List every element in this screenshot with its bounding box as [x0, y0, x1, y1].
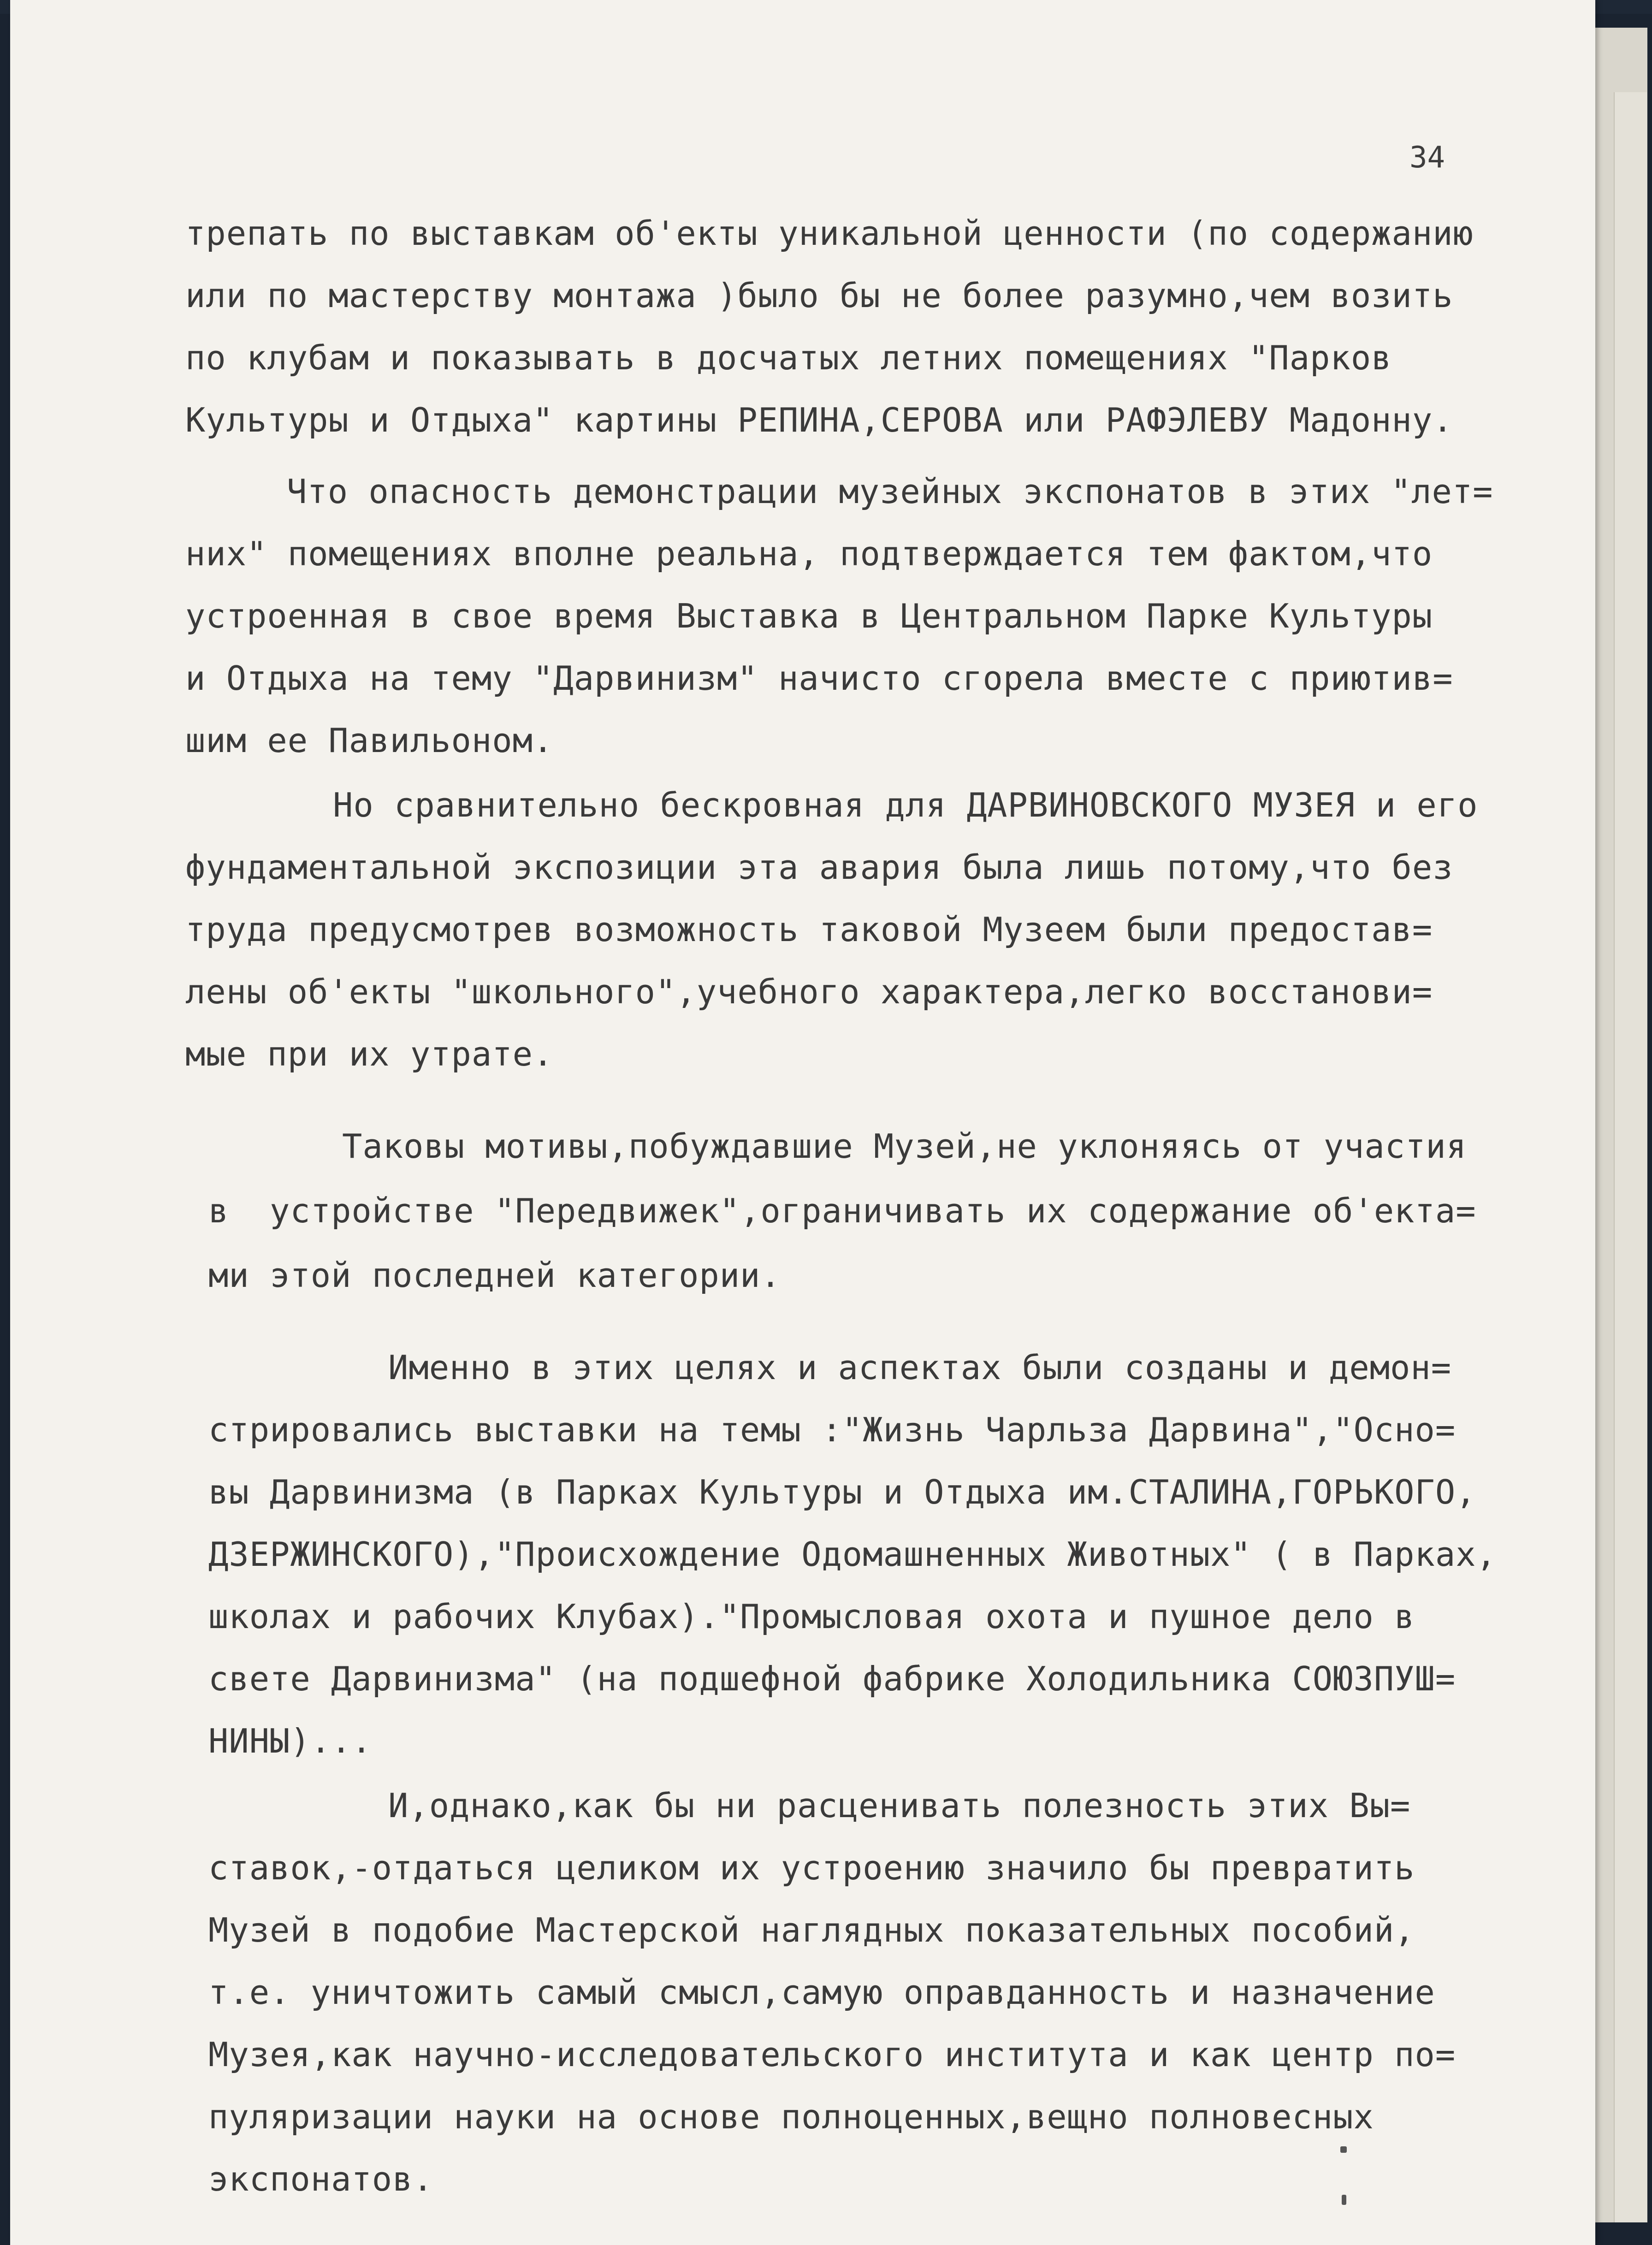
text-line: устроенная в свое время Выставка в Центральном Парке Культуры — [185, 597, 1433, 635]
text-line: школах и рабочих Клубах)."Промысловая охота и пушное дело в — [208, 1597, 1415, 1636]
text-line: или по мастерству монтажа )было бы не более разумно,чем возить — [185, 276, 1453, 315]
text-line: Именно в этих целях и аспектах были созданы и демон= — [388, 1348, 1452, 1387]
text-line: них" помещениях вполне реальна, подтверждается тем фактом,что — [185, 534, 1433, 573]
text-line: НИНЫ)... — [208, 1722, 372, 1760]
text-line: Но сравнительно бескровная для ДАРВИНОВСКОГО МУЗЕЯ и его — [333, 786, 1478, 824]
text-line: трепать по выставкам об'екты уникальной ценности (по содержанию — [185, 214, 1474, 253]
ink-mark — [1342, 2195, 1346, 2205]
text-line: стрировались выставки на темы :"Жизнь Чарльза Дарвина","Осно= — [208, 1410, 1456, 1449]
text-line: фундаментальной экспозиции эта авария была лишь потому,что без — [185, 848, 1453, 887]
text-line: труда предусмотрев возможность таковой Музеем были предостав= — [185, 910, 1433, 949]
text-line: по клубам и показывать в досчатых летних помещениях "Парков — [185, 338, 1392, 377]
text-line: Культуры и Отдыха" картины РЕПИНА,СЕРОВА или РАФЭЛЕВУ Мадонну. — [185, 401, 1453, 439]
text-line: пуляризации науки на основе полноценных,вещно полновесных — [208, 2097, 1374, 2136]
text-line: т.е. уничтожить самый смысл,самую оправданность и назначение — [208, 1973, 1435, 2012]
text-line: Что опасность демонстрации музейных экспонатов в этих "лет= — [287, 472, 1493, 511]
text-line: Музей в подобие Мастерской наглядных показательных пособий, — [208, 1911, 1415, 1949]
text-line: в устройстве "Передвижек",ограничивать их содержание об'екта= — [208, 1191, 1476, 1230]
ink-mark — [1340, 2146, 1347, 2153]
text-line: лены об'екты "школьного",учебного характера,легко восстанови= — [185, 972, 1433, 1011]
text-line: И,однако,как бы ни расценивать полезность этих Вы= — [388, 1786, 1411, 1825]
text-line: ми этой последней категории. — [208, 1256, 781, 1295]
text-line: Таковы мотивы,побуждавшие Музей,не уклоняясь от участия — [342, 1127, 1467, 1166]
text-line: ДЗЕРЖИНСКОГО),"Происхождение Одомашненных Животных" ( в Парках, — [208, 1535, 1497, 1574]
text-line: мые при их утрате. — [185, 1035, 554, 1073]
underlying-page-edge — [1614, 92, 1647, 2222]
text-line: Музея,как научно-исследовательского института и как центр по= — [208, 2035, 1456, 2074]
text-line: экспонатов. — [208, 2160, 433, 2198]
text-line: ставок,-отдаться целиком их устроению значило бы превратить — [208, 1848, 1415, 1887]
document-page — [10, 0, 1595, 2245]
text-line: и Отдыха на тему "Дарвинизм" начисто сгорела вместе с приютив= — [185, 659, 1453, 698]
text-line: свете Дарвинизма" (на подшефной фабрике Холодильника СОЮЗПУШ= — [208, 1659, 1456, 1698]
page-number: 34 — [1409, 141, 1445, 175]
text-line: вы Дарвинизма (в Парках Культуры и Отдыха им.СТАЛИНА,ГОРЬКОГО, — [208, 1473, 1476, 1511]
text-line: шим ее Павильоном. — [185, 721, 554, 760]
